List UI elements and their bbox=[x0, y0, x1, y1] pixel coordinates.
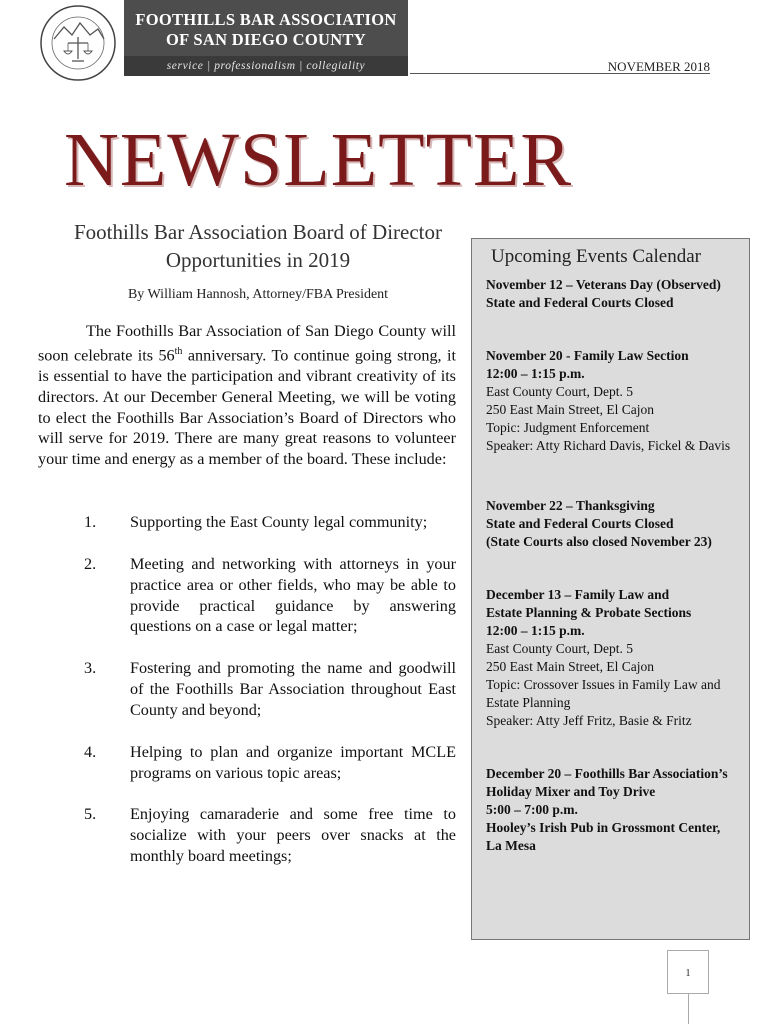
event-line: Holiday Mixer and Toy Drive bbox=[486, 784, 656, 799]
list-item-number: 3. bbox=[84, 659, 97, 677]
list-item-text: Supporting the East County legal community; bbox=[130, 513, 428, 531]
event-line: Hooley’s Irish Pub in Grossmont Center, bbox=[486, 820, 721, 835]
org-name-line1: FOOTHILLS BAR ASSOCIATION bbox=[135, 10, 397, 29]
intro-superscript: th bbox=[174, 345, 183, 357]
event-item bbox=[486, 347, 748, 455]
event-line: 12:00 – 1:15 p.m. bbox=[486, 366, 585, 381]
list-item-number: 2. bbox=[84, 555, 97, 573]
list-item-number: 1. bbox=[84, 513, 97, 531]
org-banner bbox=[124, 0, 408, 76]
event-line: 5:00 – 7:00 p.m. bbox=[486, 802, 578, 817]
list-item-text: Meeting and networking with attorneys in your practice area or other fields, who may be able to provide practical guidance by answering questions on a case or legal matter; bbox=[130, 555, 456, 636]
event-item bbox=[486, 276, 748, 312]
newsletter-masthead: NEWSLETTER bbox=[64, 118, 573, 202]
article-title-line1: Foothills Bar Association Board of Director bbox=[73, 220, 443, 244]
page-number-rule bbox=[688, 994, 689, 1024]
event-line: Speaker: Atty Richard Davis, Fickel & Davis bbox=[486, 438, 731, 453]
event-line: December 13 – Family Law and bbox=[486, 587, 670, 602]
list-item-text: Fostering and promoting the name and goodwill of the Foothills Bar Association throughout East County and beyond; bbox=[130, 659, 456, 719]
article-byline: By William Hannosh, Attorney/FBA President bbox=[127, 287, 389, 302]
event-line: November 20 - Family Law Section bbox=[486, 348, 689, 363]
org-name-line2: OF SAN DIEGO COUNTY bbox=[166, 30, 366, 49]
event-line: State and Federal Courts Closed bbox=[486, 516, 674, 531]
event-line: Topic: Judgment Enforcement bbox=[486, 420, 650, 435]
event-item bbox=[486, 765, 748, 855]
event-line: 250 East Main Street, El Cajon bbox=[486, 659, 654, 674]
event-line: Estate Planning & Probate Sections bbox=[486, 605, 692, 620]
article-intro-paragraph bbox=[38, 321, 456, 470]
article-title-line2: Opportunities in 2019 bbox=[165, 248, 351, 272]
event-line: (State Courts also closed November 23) bbox=[486, 534, 712, 549]
event-line: Topic: Crossover Issues in Family Law and bbox=[486, 677, 721, 692]
event-item bbox=[486, 497, 748, 551]
page-number: 1 bbox=[667, 950, 709, 994]
intro-text-a: The Foothills Bar Association of San Diego County will soon celebrate its 56 bbox=[38, 322, 456, 365]
list-item-number: 5. bbox=[84, 805, 97, 823]
org-tagline: service | professionalism | collegiality bbox=[124, 56, 408, 76]
event-item bbox=[486, 586, 748, 730]
association-seal-logo bbox=[38, 3, 118, 83]
event-line: November 12 – Veterans Day (Observed) bbox=[486, 277, 721, 292]
article-title bbox=[40, 218, 476, 274]
list-item-number: 4. bbox=[84, 743, 97, 761]
intro-text-b: anniversary. To continue going strong, it is essential to have the participation and vibrant creativity of its directors. At our December General Meeting, we will be voting to elect the Foothills Bar Association’s Board of Directors who will serve for 2019. There are many great reasons to volunteer your time and energy as a member of the board. These include: bbox=[38, 346, 456, 469]
event-line: East County Court, Dept. 5 bbox=[486, 384, 633, 399]
event-line: Estate Planning bbox=[486, 695, 571, 710]
event-line: East County Court, Dept. 5 bbox=[486, 641, 633, 656]
list-item-text: Enjoying camaraderie and some free time to socialize with your peers over snacks at the monthly board meetings; bbox=[130, 805, 456, 865]
event-line: 12:00 – 1:15 p.m. bbox=[486, 623, 585, 638]
events-calendar-title: Upcoming Events Calendar bbox=[491, 246, 702, 267]
event-line: November 22 – Thanksgiving bbox=[486, 498, 655, 513]
event-line: State and Federal Courts Closed bbox=[486, 295, 674, 310]
event-line: December 20 – Foothills Bar Association’s bbox=[486, 766, 728, 781]
issue-date: NOVEMBER 2018 bbox=[607, 59, 710, 74]
list-item-text: Helping to plan and organize important MCLE programs on various topic areas; bbox=[130, 743, 456, 782]
event-line: La Mesa bbox=[486, 838, 536, 853]
event-line: 250 East Main Street, El Cajon bbox=[486, 402, 654, 417]
event-line: Speaker: Atty Jeff Fritz, Basie & Fritz bbox=[486, 713, 692, 728]
